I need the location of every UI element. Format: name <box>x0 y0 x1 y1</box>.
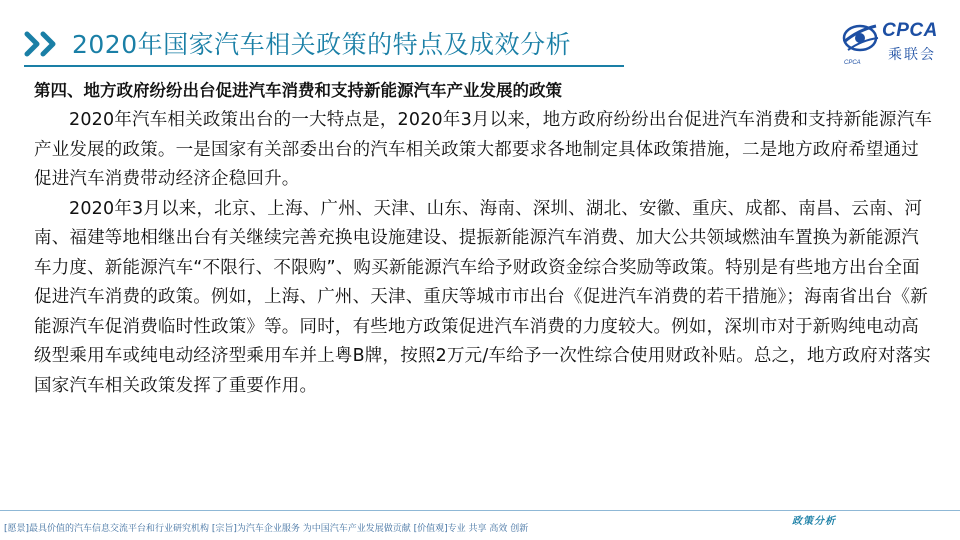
title-underline <box>24 65 624 67</box>
page-title: 2020年国家汽车相关政策的特点及成效分析 <box>72 30 572 59</box>
logo-name-cn: 乘联会 <box>888 47 936 63</box>
logo-sub: CPCA <box>844 60 861 66</box>
footer-slogan: [愿景]最具价值的汽车信息交流平台和行业研究机构 [宗旨]为汽车企业服务 为中国汽车产业发展做贡献 [价值观]专业 共享 高效 创新 <box>4 524 529 534</box>
chevron-right-icon <box>24 31 64 57</box>
cpca-emblem-icon <box>838 16 882 64</box>
paragraph: 2020年汽车相关政策出台的一大特点是，2020年3月以来，地方政府纷纷出台促进汽车消费和支持新能源汽车产业发展的政策。一是国家有关部委出台的汽车相关政策大都要求各地制定具体政策措施，二是地方政府希望通过促进汽车消费带动经济企稳回升。 <box>34 110 933 189</box>
footer-section-label: 政策分析 <box>792 516 836 527</box>
cpca-logo <box>838 16 948 68</box>
main-content <box>34 78 934 401</box>
section-heading: 第四、地方政府纷纷出台促进汽车消费和支持新能源汽车产业发展的政策 <box>34 81 562 100</box>
paragraph: 2020年3月以来，北京、上海、广州、天津、山东、海南、深圳、湖北、安徽、重庆、成都、南昌、云南、河南、福建等地相继出台有关继续完善充换电设施建设、提振新能源汽车消费、加大公共领域燃油车置换为新能源汽车力度、新能源汽车“不限行、不限购”、购买新能源汽车给予财政资金综合奖励等政策。特别是有些地方出台全面促进汽车消费的政策。例如，上海、广州、天津、重庆等城市市出台《促进汽车消费的若干措施》；海南省出台《新能源汽车促消费临时性政策》等。同时，有些地方政策促进汽车消费的力度较大。例如，深圳市对于新购纯电动高级型乘用车或纯电动经济型乘用车并上粤B牌，按照2万元/车给予一次性综合使用财政补贴。总之，地方政府对落实国家汽车相关政策发挥了重要作用。 <box>34 198 931 396</box>
logo-brand: CPCA <box>882 20 938 41</box>
footer-divider <box>0 510 960 511</box>
